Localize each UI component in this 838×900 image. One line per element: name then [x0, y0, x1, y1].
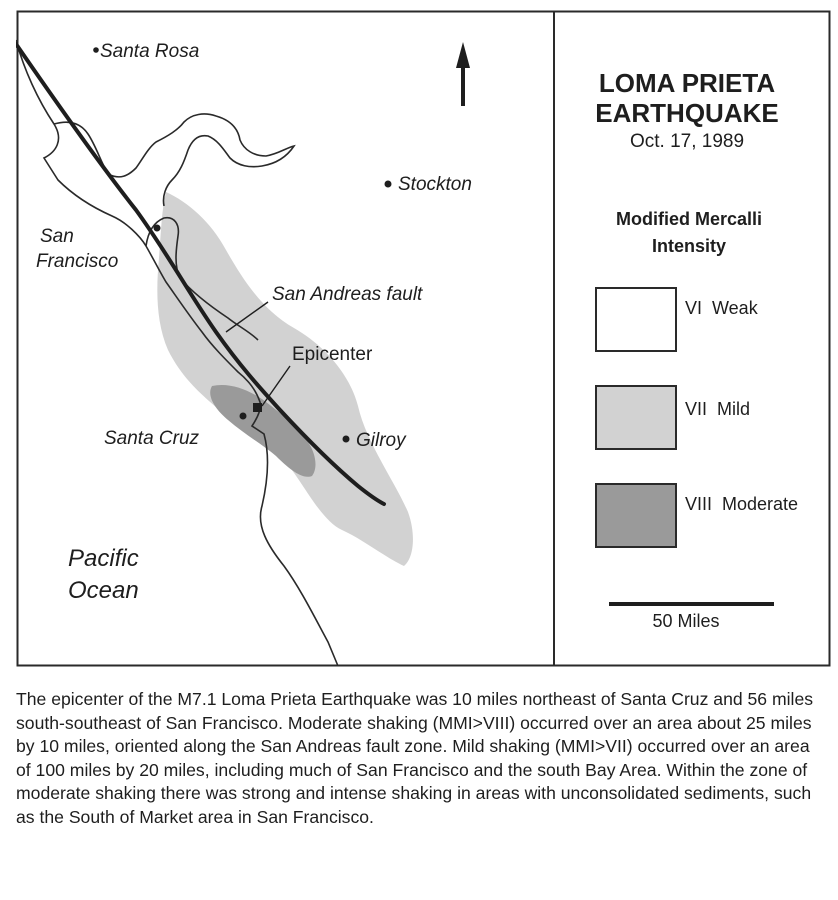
north-arrow-icon	[456, 42, 470, 106]
gilroy-marker	[343, 436, 350, 443]
legend-label-mild: VII Mild	[685, 399, 751, 419]
santa-cruz-marker	[240, 413, 247, 420]
map-date: Oct. 17, 1989	[629, 131, 745, 152]
legend-swatch-moderate	[596, 484, 676, 547]
map-title-line1: LOMA PRIETA	[598, 68, 776, 98]
san-francisco-label-line2: Francisco	[36, 251, 119, 272]
gilroy-label: Gilroy	[356, 430, 406, 451]
santa-rosa-marker	[93, 47, 99, 53]
ocean-label-line1: Pacific	[68, 545, 139, 572]
santa-rosa-label: Santa Rosa	[100, 41, 200, 62]
san-francisco-label-line1: San	[40, 226, 74, 247]
map-figure	[16, 10, 831, 667]
figure-caption: The epicenter of the M7.1 Loma Prieta Earthquake was 10 miles northeast of Santa Cruz and 56 miles south-southeast of San Francisco. Moderate shaking (MMI>VIII) occurred over an area about 25 miles by 10 miles, oriented along the San Andreas fault zone. Mild shaking (MMI>VII) occurred over an area of 100 miles by 20 miles, including much of San Francisco and the south Bay Area. Within the zone of moderate shaking there was strong and intense shaking in areas with unconsolidated sediments, such as the South of Market area in San Francisco.	[16, 689, 814, 827]
legend-swatch-weak	[596, 288, 676, 351]
legend-label-weak: VI Weak	[685, 298, 758, 318]
mild-intensity-zone	[157, 192, 413, 566]
map-title-line2: EARTHQUAKE	[595, 98, 779, 128]
scale-bar-label: 50 Miles	[652, 611, 720, 631]
stockton-marker	[385, 181, 392, 188]
legend-label-moderate: VIII Moderate	[685, 494, 799, 514]
legend-title-line1: Modified Mercalli	[615, 209, 763, 229]
san-francisco-marker	[154, 225, 161, 232]
stockton-label: Stockton	[398, 174, 472, 195]
legend-panel	[595, 68, 798, 631]
legend-swatch-mild	[596, 386, 676, 449]
ocean-label-line2: Ocean	[68, 577, 139, 604]
epicenter-label: Epicenter	[292, 344, 373, 365]
epicenter-marker	[253, 403, 262, 412]
fault-label: San Andreas fault	[272, 284, 423, 305]
santa-cruz-label: Santa Cruz	[104, 428, 200, 449]
map-panel	[16, 40, 472, 666]
bay-outline	[54, 114, 294, 206]
legend-title-line2: Intensity	[651, 236, 727, 256]
